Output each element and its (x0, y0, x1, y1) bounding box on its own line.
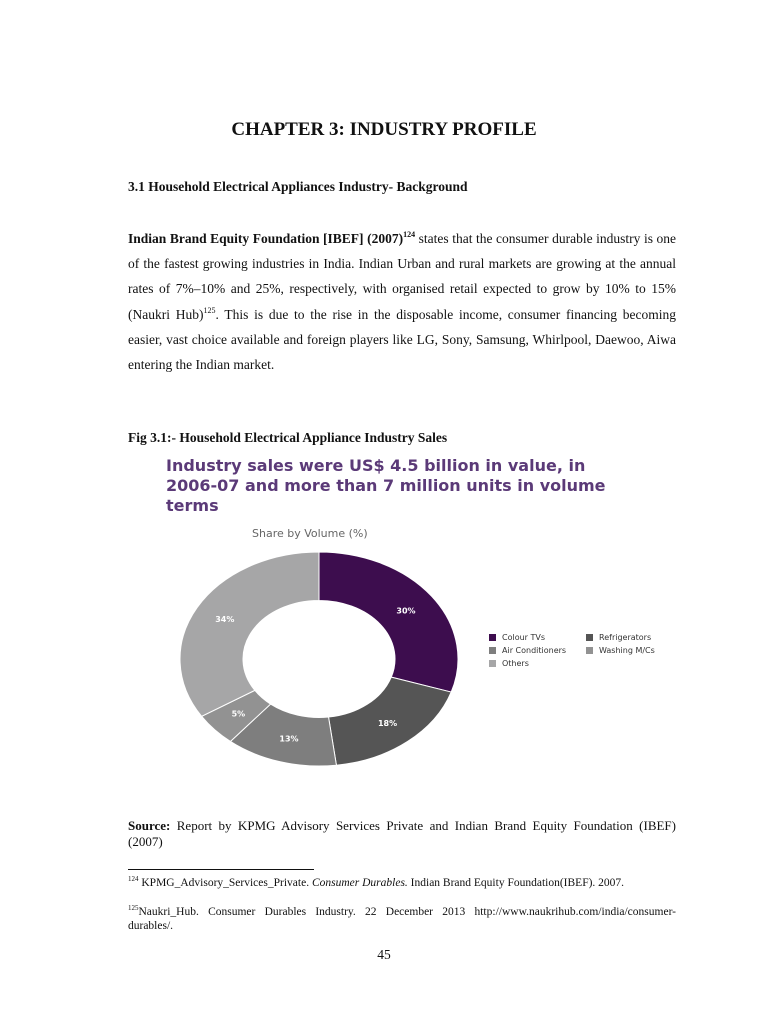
footnote-ref-124[interactable]: 124 (403, 230, 416, 239)
paragraph-text-part2: . This is due to the rise in the disposable income, consumer financing becoming easier, vast choice available and foreign players like LG, Sony, Samsung, Whirlpool, Daewoo, Aiwa entering the Indian market. (128, 306, 676, 373)
slice-label: 34% (215, 615, 235, 625)
footnote-divider (128, 869, 314, 870)
footnote-text: Naukri_Hub. Consumer Durables Industry. 22 December 2013 http://www.naukrihub.com/india/consumer-durables/. (128, 906, 676, 932)
source-note (128, 818, 676, 850)
legend-swatch (489, 647, 496, 654)
legend-label: Refrigerators (599, 633, 652, 642)
legend-item (586, 633, 651, 642)
legend-item (489, 646, 566, 655)
figure-caption: Fig 3.1:- Household Electrical Appliance Industry Sales (128, 430, 448, 445)
donut-slice-colour-tvs (319, 552, 458, 692)
chapter-title: CHAPTER 3: INDUSTRY PROFILE (231, 119, 537, 140)
footnote-124 (128, 876, 676, 890)
footnote-text: KPMG_Advisory_Services_Private. (138, 877, 312, 889)
legend-label: Colour TVs (502, 633, 546, 642)
footnote-number: 125 (128, 904, 139, 912)
legend-label: Air Conditioners (502, 646, 567, 655)
slice-label: 13% (279, 734, 299, 744)
infographic-headline: Industry sales were US$ 4.5 billion in value, in 2006-07 and more than 7 million units in volume terms (166, 456, 606, 515)
source-text: Report by KPMG Advisory Services Private and Indian Brand Equity Foundation (IBEF) (2007) (128, 818, 676, 849)
legend-swatch (586, 647, 593, 654)
paragraph-text-part1: states that the consumer durable industry is one of the fastest growing industries in India. Indian Urban and rural markets are growing at the annual rates of 7%–10% and 25%, respectively, with organised retail expected to grow by 10% to 15% (Naukri Hub) (128, 231, 676, 322)
legend-swatch (586, 634, 593, 641)
donut-chart (170, 548, 470, 770)
paragraph-bold-lead: Indian Brand Equity Foundation [IBEF] (2007) (128, 231, 404, 246)
chart-title: Share by Volume (%) (252, 527, 368, 540)
slice-label: 5% (231, 709, 246, 719)
donut-slice-others (180, 552, 319, 716)
legend-swatch (489, 660, 496, 667)
source-label: Source: (128, 818, 171, 833)
footnote-ref-125[interactable]: 125 (203, 305, 216, 315)
legend-label: Others (502, 659, 529, 668)
footnote-text: Indian Brand Equity Foundation(IBEF). 2007. (407, 877, 625, 889)
slice-label: 30% (396, 606, 416, 616)
footnote-number: 124 (128, 875, 139, 883)
legend-item (586, 646, 655, 655)
slice-label: 18% (377, 718, 398, 728)
section-heading: 3.1 Household Electrical Appliances Industry- Background (128, 179, 468, 194)
body-paragraph (128, 226, 676, 377)
footnote-italic-title: Consumer Durables. (311, 877, 408, 889)
legend-swatch (489, 634, 496, 641)
legend-label: Washing M/Cs (599, 646, 655, 655)
legend-item (489, 659, 529, 668)
legend-item (489, 633, 545, 642)
footnote-125 (128, 905, 676, 933)
page-number: 45 (377, 947, 391, 962)
